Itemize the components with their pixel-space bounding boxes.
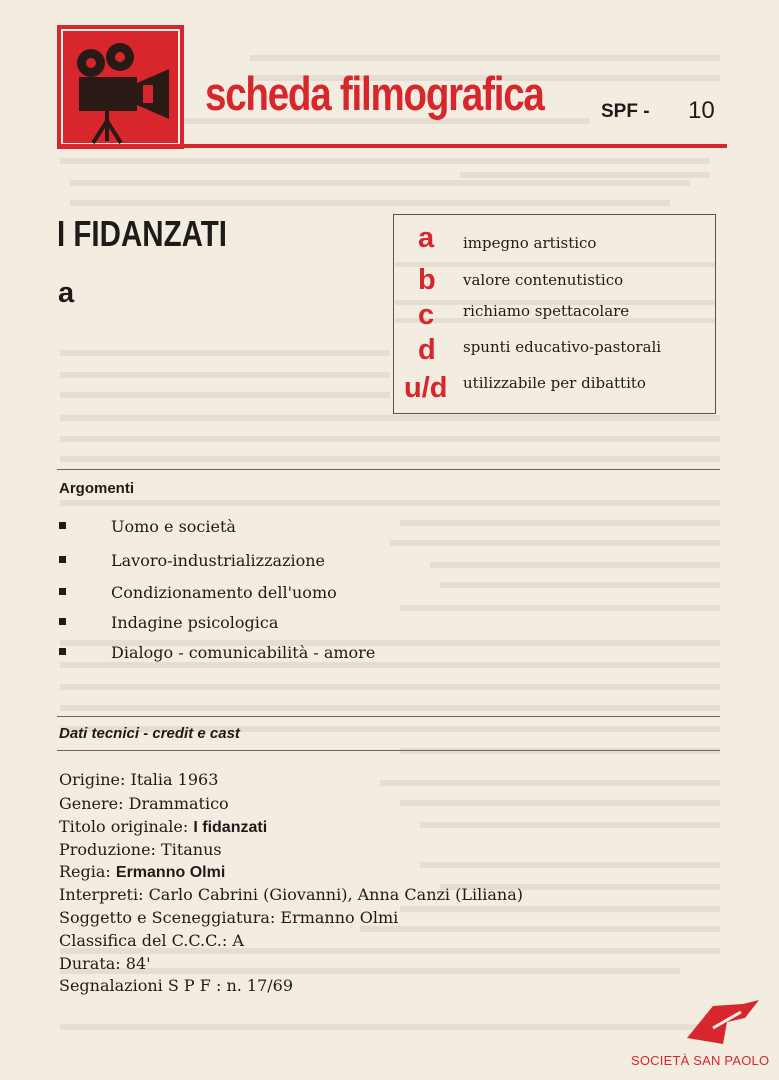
header-publisher-code: SPF - xyxy=(601,101,650,122)
row-label: Regia: xyxy=(59,862,111,881)
header-issue-number: 10 xyxy=(688,97,715,124)
movie-camera-icon xyxy=(57,25,184,149)
dati-tecnici-heading: Dati tecnici - credit e cast xyxy=(59,725,240,742)
table-row xyxy=(59,954,151,973)
row-label: Soggetto e Sceneggiatura: xyxy=(59,908,276,927)
rating-text-c: richiamo spettacolare xyxy=(463,302,630,320)
bullet-icon xyxy=(59,648,66,655)
section-rule xyxy=(57,750,720,751)
argomenti-heading: Argomenti xyxy=(59,480,134,497)
rating-letter-c: c xyxy=(418,299,435,331)
row-value: Titanus xyxy=(161,840,222,859)
table-row xyxy=(59,862,225,882)
row-label: Interpreti: xyxy=(59,885,144,904)
table-row xyxy=(59,885,523,904)
table-row xyxy=(59,840,222,859)
publisher-name: SOCIETÀ SAN PAOLO xyxy=(631,1053,770,1068)
table-row xyxy=(59,817,267,837)
row-label: Origine: xyxy=(59,770,126,789)
rating-letter-b: b xyxy=(418,264,436,296)
section-rule xyxy=(57,716,720,717)
table-row xyxy=(59,976,293,995)
table-row xyxy=(59,908,398,927)
rating-text-d: spunti educativo-pastorali xyxy=(463,338,662,356)
row-value: Carlo Cabrini (Giovanni), Anna Canzi (Liliana) xyxy=(148,885,523,904)
list-item: Dialogo - comunicabilità - amore xyxy=(111,643,376,662)
row-value: Italia 1963 xyxy=(130,770,219,789)
list-item: Indagine psicologica xyxy=(111,613,279,632)
bullet-icon xyxy=(59,588,66,595)
row-value: Drammatico xyxy=(128,794,229,813)
header-rule xyxy=(57,144,727,148)
bullet-icon xyxy=(59,556,66,563)
row-label: Genere: xyxy=(59,794,124,813)
film-rating: a xyxy=(58,277,75,309)
bullet-icon xyxy=(59,618,66,625)
row-value: 84' xyxy=(125,954,151,973)
row-value: I fidanzati xyxy=(193,819,268,836)
list-item: Lavoro-industrializzazione xyxy=(111,551,326,570)
header-title: scheda filmografica xyxy=(205,67,544,120)
list-item: Condizionamento dell'uomo xyxy=(111,583,337,602)
rating-letter-ud: u/d xyxy=(404,372,448,404)
row-value: Ermanno Olmi xyxy=(115,864,226,881)
table-row xyxy=(59,794,229,813)
row-label: Titolo originale: xyxy=(59,817,189,836)
movie-camera-logo xyxy=(57,25,184,149)
rating-text-b: valore contenutistico xyxy=(463,271,624,289)
publisher-logo-icon xyxy=(683,998,763,1050)
film-title: I FIDANZATI xyxy=(57,213,227,254)
row-value: Ermanno Olmi xyxy=(280,908,399,927)
rating-letter-a: a xyxy=(418,222,435,254)
table-row xyxy=(59,931,244,950)
row-label: Produzione: xyxy=(59,840,156,859)
row-value: n. 17/69 xyxy=(226,976,294,995)
row-label: Classifica del C.C.C.: xyxy=(59,931,228,950)
rating-letter-d: d xyxy=(418,334,436,366)
section-rule xyxy=(57,469,720,470)
row-label: Segnalazioni S P F : xyxy=(59,976,222,995)
rating-text-a: impegno artistico xyxy=(463,234,597,252)
table-row xyxy=(59,770,218,789)
list-item: Uomo e società xyxy=(111,517,236,536)
row-label: Durata: xyxy=(59,954,121,973)
bullet-icon xyxy=(59,522,66,529)
rating-text-ud: utilizzabile per dibattito xyxy=(463,374,646,392)
row-value: A xyxy=(232,931,244,950)
